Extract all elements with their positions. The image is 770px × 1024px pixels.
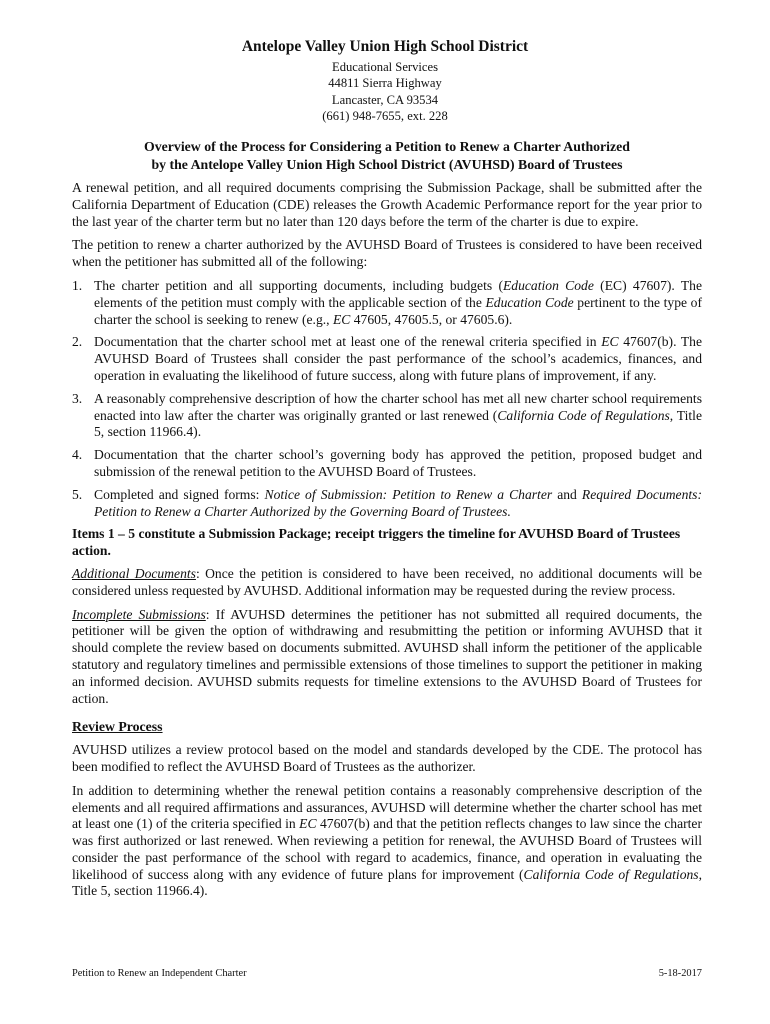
review-text: , Title 5, section 11966.4). [72, 866, 702, 899]
title-line-2: by the Antelope Valley Union High School District (AVUHSD) Board of Trustees [151, 157, 623, 172]
letterhead [0, 37, 770, 125]
item-text: Documentation that the charter school’s governing body has approved the petition, proposed budget and submission of the renewal petition to the AVUHSD Board of Trustees. [94, 447, 702, 479]
document-body [72, 180, 702, 907]
intro-paragraph-2: The petition to renew a charter authorized by the AVUHSD Board of Trustees is considered to have been received when the petitioner has submitted all of the following: [72, 237, 702, 270]
department: Educational Services [332, 60, 438, 74]
list-item [72, 334, 702, 384]
list-item [72, 278, 702, 328]
review-process-heading: Review Process [72, 719, 163, 735]
incomplete-submissions-text: : If AVUHSD determines the petitioner has not submitted all required documents, the petitioner will be given the option of withdrawing and resubmitting the petition or informing AVUHSD that it should complete the review based on documents submitted. AVUHSD shall inform the petitioner of the applicable statutory and regulatory timelines and permissible extensions of those timelines to support the petitioner in making an informed decision. AVUHSD submits requests for timeline extensions to the AVUHSD Board of Trustees for action. [72, 606, 703, 706]
document-title [72, 138, 702, 174]
intro-paragraph-1: A renewal petition, and all required documents comprising the Submission Package, shall be submitted after the California Department of Education (CDE) releases the Growth Academic Performance report for the year prior to the last year of the charter term but no later than 120 days before the term of the charter is due to expire. [72, 180, 702, 229]
additional-documents-label: Additional Documents [72, 565, 196, 581]
item-number: 1. [72, 277, 83, 293]
footer-date: 5-18-2017 [658, 968, 702, 979]
item-text: , Title 5, section 11966.4). [94, 407, 702, 440]
item-text: pertinent to the type of charter the school is seeking to renew (e.g., [94, 294, 703, 327]
street-address: 44811 Sierra Highway [328, 76, 442, 91]
item-number: 5. [72, 486, 83, 502]
item-text: The charter petition and all supporting documents, including budgets ( [94, 277, 503, 293]
footer-title: Petition to Renew an Independent Charter [72, 968, 247, 979]
item-italic: EC [332, 311, 351, 327]
review-italic: California Code of Regulations [523, 866, 699, 882]
item-italic: Education Code [502, 277, 594, 293]
item-italic: Notice of Submission: Petition to Renew a Charter [264, 486, 553, 502]
submission-package-summary: Items 1 – 5 constitute a Submission Package; receipt triggers the timeline for AVUHSD Board of Trustees action. [72, 526, 681, 559]
item-italic: Required Documents: Petition to Renew a Charter Authorized by the Governing Board of Trustees. [94, 486, 702, 519]
item-text: Completed and signed forms: [94, 486, 265, 502]
item-number: 2. [72, 334, 83, 350]
list-item [72, 447, 702, 481]
review-text: 47607(b) and that the petition reflects changes to law since the charter was first authorized or last renewed. When reviewing a petition for renewal, the AVUHSD Board of Trustees will consider the past performance of the school with regard to academics, finance, and operation in evaluating the likelihood of success along with any evidence of future plans for improvement ( [72, 816, 702, 882]
review-paragraph-2 [72, 783, 702, 901]
item-text: (EC) 47607). The elements of the petition must comply with the applicable section of the [94, 277, 703, 310]
additional-documents-paragraph [72, 566, 702, 600]
list-item [72, 391, 702, 441]
item-text: and [552, 486, 582, 502]
incomplete-submissions-label: Incomplete Submissions [72, 606, 206, 622]
additional-documents-text: : Once the petition is considered to have been received, no additional documents will be considered unless requested by AVUHSD. Additional information may be requested during the review process. [72, 565, 702, 598]
item-italic: California Code of Regulations [497, 407, 670, 423]
phone-number: (661) 948-7655, ext. 228 [322, 109, 448, 124]
review-text: In addition to determining whether the renewal petition contains a reasonably comprehensive description of the elements and all required affirmations and assurances, AVUHSD will determine whether the charter school has met at least one (1) of the criteria specified in [72, 782, 702, 832]
item-text: 47605, 47605.5, or 47605.6). [350, 311, 513, 327]
item-text: Documentation that the charter school met at least one of the renewal criteria specified in [94, 334, 602, 350]
item-number: 4. [72, 447, 83, 463]
page-footer [72, 966, 702, 983]
item-italic: EC [601, 334, 619, 350]
title-line-1: Overview of the Process for Considering a Petition to Renew a Charter Authorized [144, 139, 630, 154]
city-address: Lancaster, CA 93534 [331, 92, 439, 107]
review-paragraph-1: AVUHSD utilizes a review protocol based on the model and standards developed by the CDE. The protocol has been modified to reflect the AVUHSD Board of Trustees as the authorizer. [72, 742, 702, 774]
item-italic: Education Code [485, 294, 574, 310]
district-name: Antelope Valley Union High School District [241, 38, 529, 55]
review-italic: EC [299, 816, 317, 832]
item-text: 47607(b). The AVUHSD Board of Trustees shall consider the past performance of the school’s academics, finances, and operation in evaluating the likelihood of future success, along with future plans of improvement, if any. [94, 334, 702, 383]
item-text: A reasonably comprehensive description of how the charter school has met all new charter school requirements enacted into law after the charter was originally granted or last renewed ( [94, 390, 702, 423]
item-number: 3. [72, 390, 83, 406]
incomplete-submissions-paragraph [72, 607, 702, 708]
requirements-list [72, 278, 702, 520]
list-item [72, 487, 702, 521]
